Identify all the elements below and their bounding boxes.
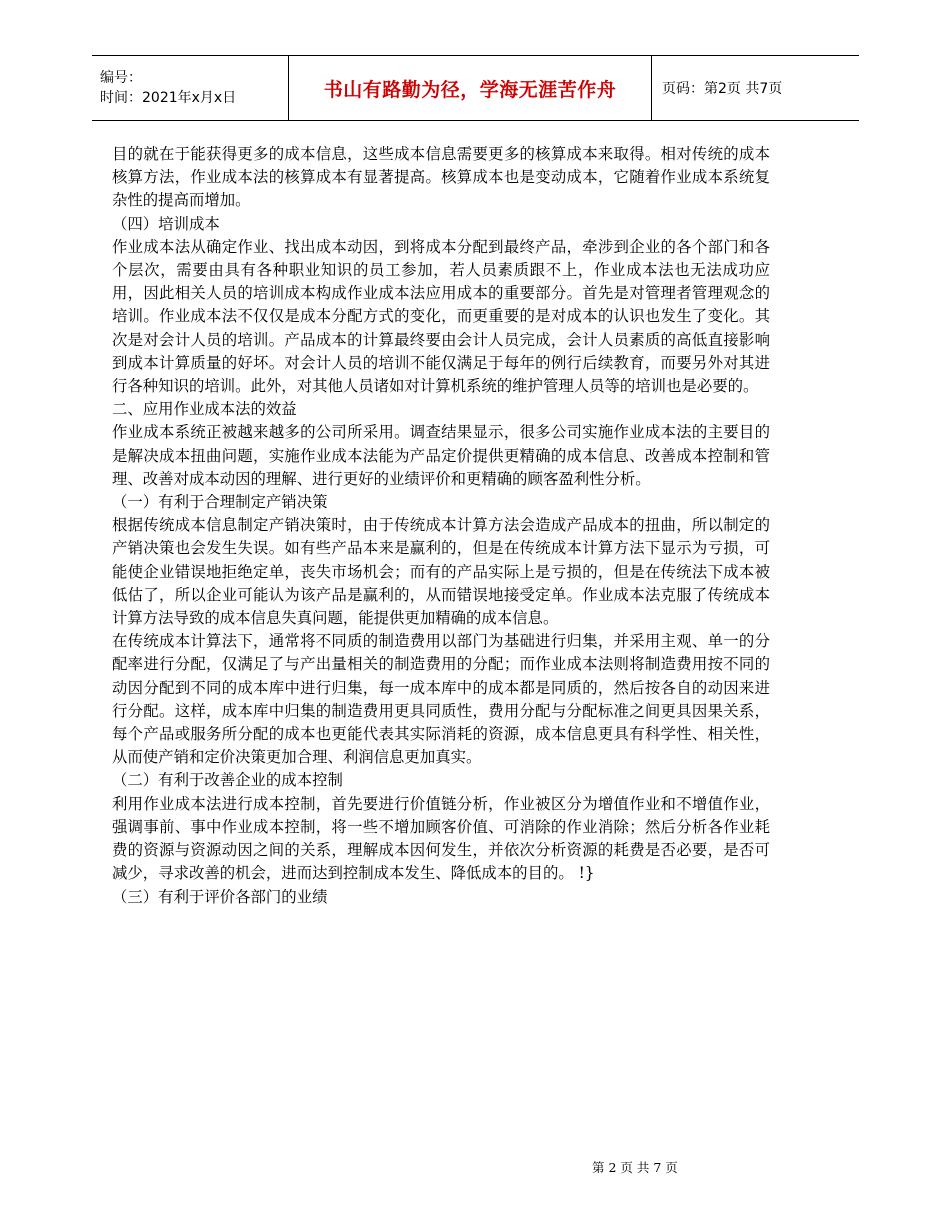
- header-motto-cell: [288, 56, 652, 120]
- section-heading: （二）有利于改善企业的成本控制: [112, 771, 343, 790]
- page-footer: 第 2 页 共 7 页: [592, 1160, 678, 1175]
- body-paragraph: 在传统成本计算法下，通常将不同质的制造费用以部门为基础进行归集，并采用主观、单一的分配率进行分配，仅满足了与产出量相关的制造费用的分配；而作业成本法则将制造费用按不同的动因分配到不同的成本库中进行归集，每一成本库中的成本都是同质的，然后按各自的动因来进行分配。这样，成本库中归集的制造费用更具同质性，费用分配与分配标准之间更具因果关系，每个产品或服务所分配的成本也更能代表其实际消耗的资源，成本信息更具有科学性、相关性，从而使产销和定价决策更加合理、利润信息更加真实。: [112, 632, 770, 767]
- body-paragraph: 目的就在于能获得更多的成本信息，这些成本信息需要更多的核算成本来取得。相对传统的成本核算方法，作业成本法的核算成本有显著提高。核算成本也是变动成本，它随着作业成本系统复杂性的提高而增加。: [112, 145, 770, 210]
- body-paragraph: 利用作业成本法进行成本控制，首先要进行价值链分析，作业被区分为增值作业和不增值作业，强调事前、事中作业成本控制，将一些不增加顾客价值、可消除的作业消除；然后分析各作业耗费的资源与资源动因之间的关系，理解成本因何发生，并依次分析资源的耗费是否必要，是否可减少，寻求改善的机会，进而达到控制成本发生、降低成本的目的。 !}: [112, 794, 770, 883]
- section-heading: 二、应用作业成本法的效益: [112, 400, 297, 419]
- body-paragraph: 作业成本法从确定作业、找出成本动因，到将成本分配到最终产品，牵涉到企业的各个部门和各个层次，需要由具有各种职业知识的员工参加，若人员素质跟不上，作业成本法也无法成功应用，因此相关人员的培训成本构成作业成本法应用成本的重要部分。首先是对管理者管理观念的培训。作业成本法不仅仅是成本分配方式的变化，而更重要的是对成本的认识也发生了变化。其次是对会计人员的培训。产品成本的计算最终要由会计人员完成，会计人员素质的高低直接影响到成本计算质量的好坏。对会计人员的培训不能仅满足于每年的例行后续教育，而要另外对其进行各种知识的培训。此外，对其他人员诸如对计算机系统的维护管理人员等的培训也是必要的。: [112, 237, 770, 396]
- page-header: [92, 55, 859, 121]
- header-page-cell: [652, 56, 859, 120]
- document-date: 时间：2021年x月x日: [100, 90, 237, 106]
- document-number-label: 编号：: [100, 70, 142, 86]
- document-body: [112, 143, 770, 909]
- body-paragraph: 作业成本系统正被越来越多的公司所采用。调查结果显示，很多公司实施作业成本法的主要目的是解决成本扭曲问题，实施作业成本法能为产品定价提供更精确的成本信息、改善成本控制和管理、改善对成本动因的理解、进行更好的业绩评价和更精确的顾客盈利性分析。: [112, 423, 770, 488]
- header-motto: 书山有路勤为径，学海无涯苦作舟: [323, 78, 617, 101]
- body-paragraph: 根据传统成本信息制定产销决策时，由于传统成本计算方法会造成产品成本的扭曲，所以制定的产销决策也会发生失误。如有些产品本来是赢利的，但是在传统成本计算方法下显示为亏损，可能使企业错误地拒绝定单，丧失市场机会；而有的产品实际上是亏损的，但是在传统法下成本被低估了，所以企业可能认为该产品是赢利的，从而错误地接受定单。作业成本法克服了传统成本计算方法导致的成本信息失真问题，能提供更加精确的成本信息。: [112, 516, 770, 628]
- section-heading: （三）有利于评价各部门的业绩: [112, 887, 328, 906]
- header-page-number: 页码：第2页 共7页: [662, 81, 783, 97]
- section-heading: （一）有利于合理制定产销决策: [112, 493, 328, 512]
- header-left-cell: [92, 56, 288, 120]
- section-heading: （四）培训成本: [112, 214, 220, 233]
